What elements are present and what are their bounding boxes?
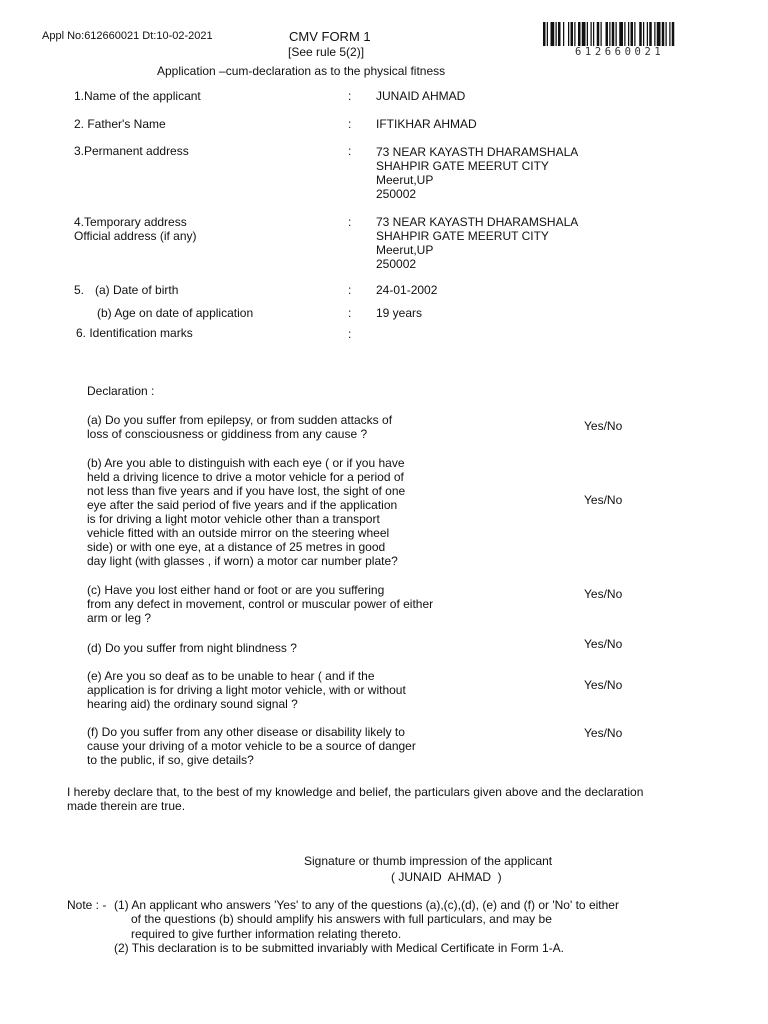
name-colon: : <box>348 89 352 103</box>
address-line: 250002 <box>376 187 417 201</box>
question-line: arm or leg ? <box>87 611 152 625</box>
statement-line: made therein are true. <box>67 799 186 813</box>
age-colon: : <box>348 306 352 320</box>
question-c <box>87 583 507 625</box>
address-line: 250002 <box>376 257 417 271</box>
question-line: held a driving licence to drive a motor vehicle for a period of <box>87 470 404 484</box>
note-item-1-line-2: of the questions (b) should amplify his answers with full particulars, and may be <box>131 912 552 926</box>
note-item-1-line-3: required to give further information relating thereto. <box>131 927 402 941</box>
question-b <box>87 456 507 568</box>
question-line: eye after the said period of five years and if the application <box>87 498 398 512</box>
question-f <box>87 725 507 767</box>
question-line: not less than five years and if you have lost, the sight of one <box>87 484 406 498</box>
question-line: hearing aid) the ordinary sound signal ? <box>87 697 298 711</box>
address-line: Meerut,UP <box>376 173 434 187</box>
dob-number: 5. <box>74 283 85 297</box>
note-item-2: (2) This declaration is to be submitted invariably with Medical Certificate in Form 1-A. <box>114 941 564 955</box>
question-line: (a) Do you suffer from epilepsy, or from sudden attacks of <box>87 413 393 427</box>
signature-label: Signature or thumb impression of the applicant <box>304 854 553 868</box>
question-line: (d) Do you suffer from night blindness ? <box>87 641 297 655</box>
father-colon: : <box>348 117 352 131</box>
question-line: vehicle fitted with an outside mirror on the steering wheel <box>87 526 390 540</box>
temporary-address-colon: : <box>348 215 352 229</box>
temporary-address-label-line: 4.Temporary address <box>74 215 187 229</box>
name-label: 1.Name of the applicant <box>74 89 201 103</box>
question-line: cause your driving of a motor vehicle to be a source of danger <box>87 739 416 753</box>
answer-c: Yes/No <box>584 587 623 601</box>
address-line: Meerut,UP <box>376 243 434 257</box>
question-a <box>87 413 507 441</box>
question-line: to the public, if so, give details? <box>87 753 254 767</box>
question-line: (c) Have you lost either hand or foot or are you suffering <box>87 583 385 597</box>
address-line: 73 NEAR KAYASTH DHARAMSHALA <box>376 215 579 229</box>
permanent-address-colon: : <box>348 144 352 158</box>
form-title: CMV FORM 1 <box>289 29 371 44</box>
address-line: SHAHPIR GATE MEERUT CITY <box>376 229 549 243</box>
answer-e: Yes/No <box>584 678 623 692</box>
question-line: side) or with one eye, at a distance of 25 metres in good <box>87 540 386 554</box>
dob-label: (a) Date of birth <box>95 283 179 297</box>
barcode-number: 612660021 <box>575 46 665 58</box>
form-rule: [See rule 5(2)] <box>288 45 365 59</box>
barcode-image <box>543 22 713 46</box>
temporary-address-label <box>74 215 197 243</box>
note-prefix: Note : - <box>67 898 107 912</box>
answer-d: Yes/No <box>584 637 623 651</box>
temporary-address-value <box>376 215 578 271</box>
father-label: 2. Father's Name <box>74 117 166 131</box>
signature-name: ( JUNAID AHMAD ) <box>391 870 502 884</box>
father-value: IFTIKHAR AHMAD <box>376 117 477 131</box>
question-line: from any defect in movement, control or muscular power of either <box>87 597 434 611</box>
age-value: 19 years <box>376 306 423 320</box>
question-line: (f) Do you suffer from any other disease or disability likely to <box>87 725 405 739</box>
address-line: SHAHPIR GATE MEERUT CITY <box>376 159 549 173</box>
question-line: loss of consciousness or giddiness from any cause ? <box>87 427 368 441</box>
application-number: Appl No:612660021 Dt:10-02-2021 <box>42 30 213 42</box>
question-line: day light (with glasses , if worn) a motor car number plate? <box>87 554 398 568</box>
identification-marks-colon: : <box>348 327 352 341</box>
form-subtitle: Application –cum-declaration as to the physical fitness <box>157 64 446 78</box>
identification-marks-label: 6. Identification marks <box>76 326 193 340</box>
question-d <box>87 641 507 655</box>
answer-a: Yes/No <box>584 419 623 433</box>
declaration-statement <box>67 785 727 813</box>
question-e <box>87 669 507 711</box>
permanent-address-label: 3.Permanent address <box>74 144 189 158</box>
question-line: application is for driving a light motor vehicle, with or without <box>87 683 406 697</box>
question-line: is for driving a light motor vehicle other than a transport <box>87 512 380 526</box>
official-address-label-line: Official address (if any) <box>74 229 197 243</box>
dob-value: 24-01-2002 <box>376 283 438 297</box>
permanent-address-value <box>376 145 578 201</box>
answer-b: Yes/No <box>584 493 623 507</box>
question-line: (b) Are you able to distinguish with each eye ( or if you have <box>87 456 405 470</box>
statement-line: I hereby declare that, to the best of my knowledge and belief, the particulars given above and the declaration <box>67 785 644 799</box>
dob-colon: : <box>348 283 352 297</box>
note-item-1-line-1: (1) An applicant who answers 'Yes' to any of the questions (a),(c),(d), (e) and (f) or 'No' to either <box>114 898 619 912</box>
address-line: 73 NEAR KAYASTH DHARAMSHALA <box>376 145 579 159</box>
name-value: JUNAID AHMAD <box>376 89 466 103</box>
declaration-heading: Declaration : <box>87 384 155 398</box>
answer-f: Yes/No <box>584 726 623 740</box>
question-line: (e) Are you so deaf as to be unable to hear ( and if the <box>87 669 375 683</box>
age-label: (b) Age on date of application <box>97 306 254 320</box>
